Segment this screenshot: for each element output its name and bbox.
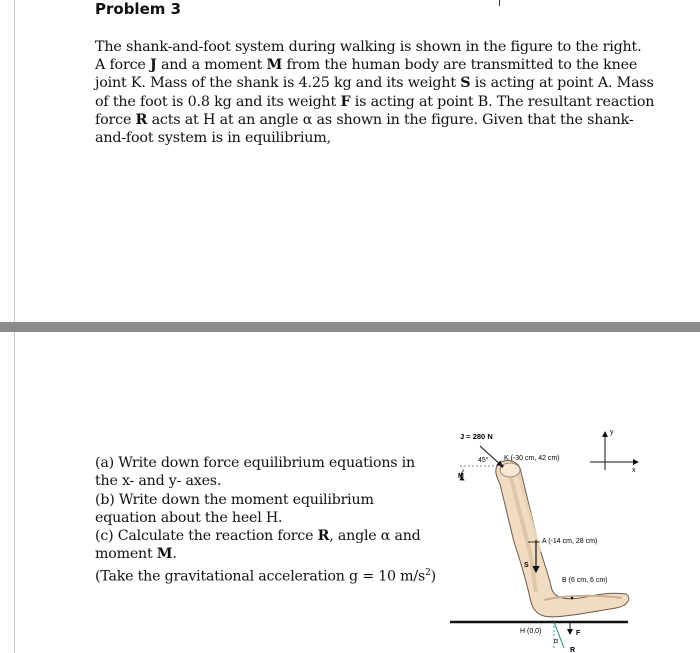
statement-line: joint K. Mass of the shank is 4.25 kg and its weight S is acting at point A. Mass: [95, 75, 654, 92]
statement-line: force R acts at H at an angle α as shown in the figure. Given that the shank-: [95, 111, 634, 128]
statement-line: The shank-and-foot system during walking is shown in the figure to the right.: [95, 39, 642, 55]
question-line: (b) Write down the moment equilibrium: [95, 491, 374, 508]
page-2: [14, 332, 700, 653]
axis-x-label: x: [632, 467, 636, 474]
weight-f-label: F: [576, 630, 581, 637]
moment-m-label: M: [458, 473, 464, 480]
page-tick-mark: [499, 0, 500, 6]
statement-line: and-foot system is in equilibrium,: [95, 129, 331, 146]
knee-k-label: K (-30 cm, 42 cm): [504, 455, 560, 462]
problem-statement: [95, 38, 655, 147]
alpha-label: α: [554, 638, 559, 645]
point-b: [571, 597, 574, 600]
knee-point: [501, 465, 504, 468]
problem-title: Problem 3: [95, 0, 182, 18]
reaction-r-label: R: [570, 647, 576, 652]
weight-s-label: S: [524, 562, 529, 569]
question-line: (Take the gravitational acceleration g = 10 $m/s^2$): [95, 567, 436, 585]
page-1: [14, 0, 700, 322]
shank-foot-figure: [440, 422, 660, 652]
question-list: [95, 454, 436, 585]
force-j: [458, 432, 502, 480]
point-a-label: A (-14 cm, 28 cm): [542, 538, 598, 545]
coordinate-axes: [590, 429, 638, 474]
page-separator: [0, 322, 700, 332]
question-line: the x- and y- axes.: [95, 473, 222, 490]
point-b-label: B (6 cm, 6 cm): [562, 577, 608, 584]
axis-y-label: y: [610, 429, 614, 436]
question-line: (c) Calculate the reaction force R, angle α and: [95, 528, 421, 545]
question-line: (a) Write down force equilibrium equations in: [95, 455, 415, 471]
question-line: moment M.: [95, 546, 177, 563]
angle-45-label: 45°: [478, 457, 489, 464]
statement-line: of the foot is 0.8 kg and its weight F is acting at point B. The resultant reaction: [95, 93, 655, 110]
statement-line: A force J and a moment M from the human body are transmitted to the knee: [95, 57, 638, 74]
question-line: equation about the heel H.: [95, 509, 283, 526]
j-force-label: J = 280 N: [460, 432, 493, 441]
heel-h-label: H (0,0): [520, 628, 542, 635]
